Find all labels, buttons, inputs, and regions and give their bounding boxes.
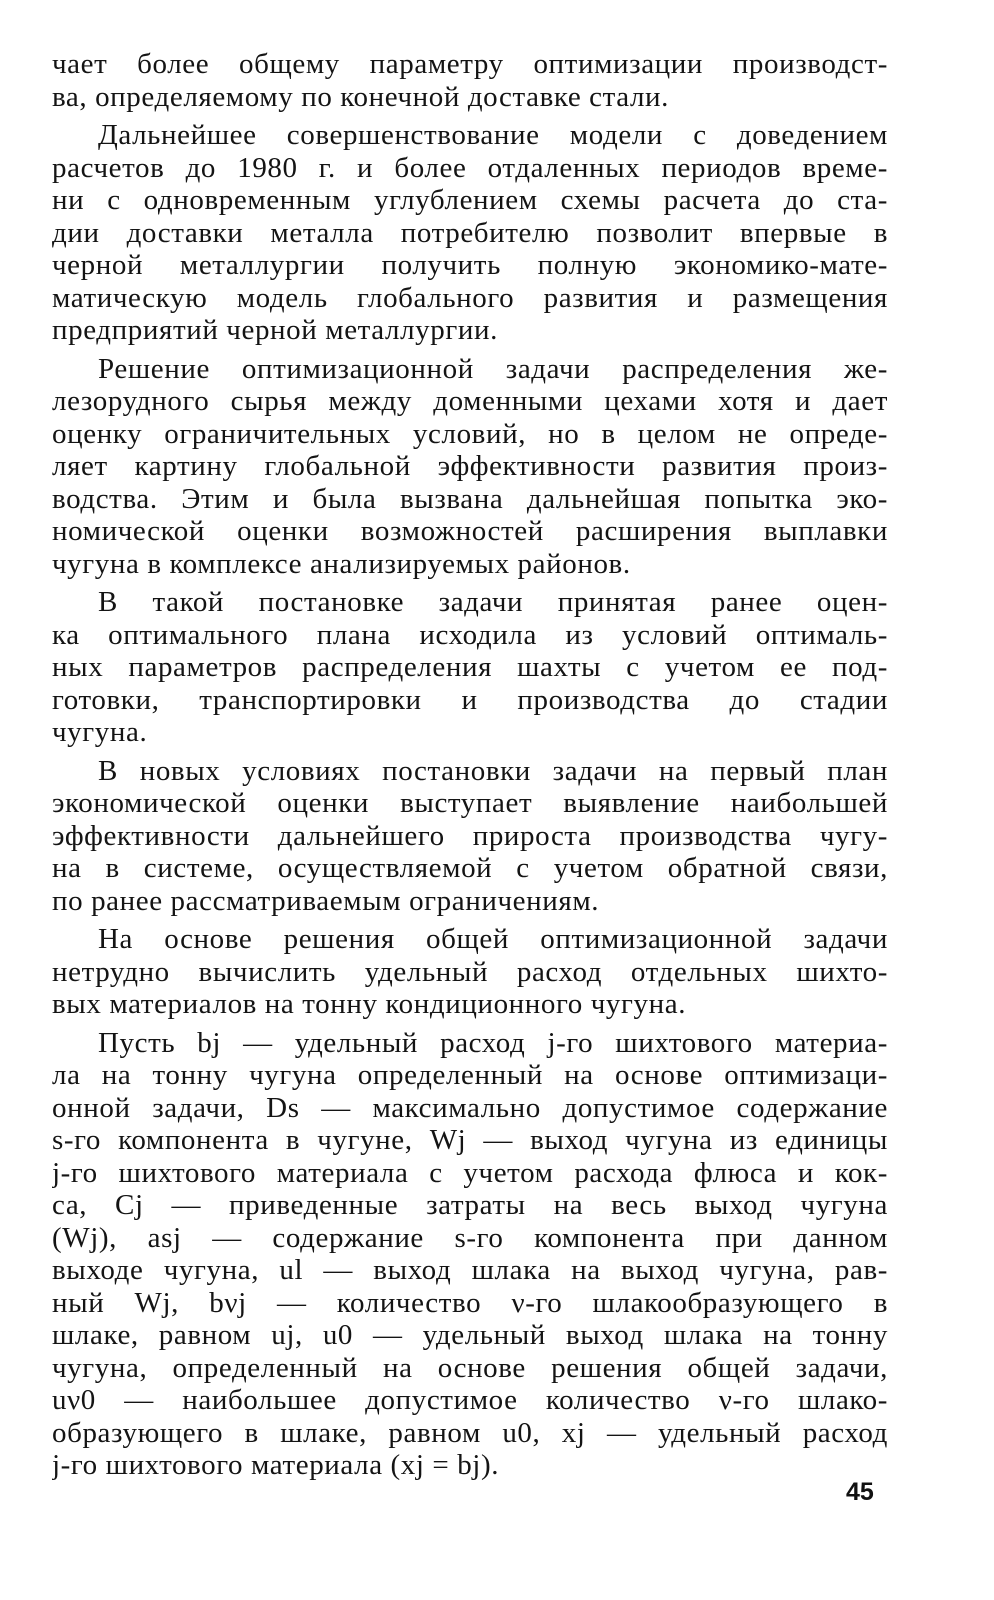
text-line: ни с одновременным углублением схемы расчета до ста- bbox=[52, 184, 888, 216]
text-line: расчетов до 1980 г. и более отдаленных периодов време- bbox=[52, 151, 888, 184]
text-line: выходе чугуна, ul — выход шлака на выход чугуна, рав- bbox=[52, 1254, 888, 1286]
page-body bbox=[52, 48, 888, 1488]
paragraph-4 bbox=[52, 586, 888, 749]
text-line: ляет картину глобальной эффективности развития произ- bbox=[52, 450, 888, 482]
text-line: водства. Этим и была вызвана дальнейшая попытка эко- bbox=[52, 482, 888, 515]
text-line: лезорудного сырья между доменными цехами хотя и дает bbox=[52, 385, 888, 417]
text-line: ла на тонну чугуна определенный на основе оптимизаци- bbox=[52, 1059, 888, 1091]
text-line: онной задачи, Ds — максимально допустимое содержание bbox=[52, 1091, 888, 1124]
text-line: На основе решения общей оптимизационной задачи bbox=[98, 923, 888, 955]
text-line: нетрудно вычислить удельный расход отдельных шихто- bbox=[52, 955, 888, 988]
text-line: j-го шихтового материала с учетом расхода флюса и кок- bbox=[52, 1156, 888, 1189]
paragraph-3 bbox=[52, 353, 888, 581]
text-line: В новых условиях постановки задачи на первый план bbox=[98, 754, 888, 787]
text-line: номической оценки возможностей расширения выплавки bbox=[52, 515, 888, 547]
text-line: дии доставки металла потребителю позволит впервые в bbox=[52, 216, 888, 249]
text-line: ка оптимального плана исходила из условий оптималь- bbox=[52, 618, 888, 651]
text-line: ва, определяемому по конечной доставке стали. bbox=[52, 80, 670, 113]
text-line: оценку ограничительных условий, но в целом не опреде- bbox=[52, 417, 888, 450]
text-line: чугуна, определенный на основе решения общей задачи, bbox=[52, 1351, 888, 1384]
text-line: j-го шихтового материала (xj = bj). bbox=[52, 1449, 500, 1481]
text-line: са, Cj — приведенные затраты на весь выход чугуна bbox=[52, 1189, 888, 1221]
text-line: вых материалов на тонну кондиционного чугуна. bbox=[52, 988, 687, 1020]
text-line: предприятий черной металлургии. bbox=[52, 314, 498, 346]
paragraph-7 bbox=[52, 1027, 888, 1482]
text-line: матическую модель глобального развития и размещения bbox=[52, 281, 888, 314]
paragraph-6 bbox=[52, 923, 888, 1021]
text-line: Дальнейшее совершенствование модели с доведением bbox=[98, 119, 888, 151]
text-line: по ранее рассматриваемым ограничениям. bbox=[52, 884, 600, 917]
paragraph-2 bbox=[52, 119, 888, 347]
text-line: uν0 — наибольшее допустимое количество ν-го шлако- bbox=[52, 1384, 888, 1416]
text-line: готовки, транспортировки и производства до стадии bbox=[52, 683, 888, 716]
text-line: чугуна в комплексе анализируемых районов. bbox=[52, 547, 631, 580]
text-line: В такой постановке задачи принятая ранее оцен- bbox=[98, 586, 888, 618]
text-line: (Wj), asj — содержание s-го компонента при данном bbox=[52, 1221, 888, 1254]
text-line: шлаке, равном uj, u0 — удельный выход шлака на тонну bbox=[52, 1319, 888, 1351]
text-line: ных параметров распределения шахты с учетом ее под- bbox=[52, 651, 888, 683]
paragraph-1 bbox=[52, 48, 888, 113]
text-line: Пусть bj — удельный расход j-го шихтового материа- bbox=[98, 1026, 888, 1059]
text-line: ный Wj, bνj — количество ν-го шлакообразующего в bbox=[52, 1286, 888, 1319]
page-number: 45 bbox=[846, 1478, 874, 1506]
text-line: чает более общему параметру оптимизации производст- bbox=[52, 48, 888, 80]
text-line: черной металлургии получить полную экономико-мате- bbox=[52, 249, 888, 281]
text-line: образующего в шлаке, равном u0, xj — удельный расход bbox=[52, 1416, 888, 1449]
text-line: эффективности дальнейшего прироста производства чугу- bbox=[52, 819, 888, 852]
text-line: чугуна. bbox=[52, 716, 148, 748]
paragraph-5 bbox=[52, 755, 888, 918]
text-line: на в системе, осуществляемой с учетом обратной связи, bbox=[52, 852, 888, 884]
text-line: экономической оценки выступает выявление наибольшей bbox=[52, 787, 888, 819]
text-line: s-го компонента в чугуне, Wj — выход чугуна из единицы bbox=[52, 1124, 888, 1156]
text-line: Решение оптимизационной задачи распределения же- bbox=[98, 352, 888, 385]
